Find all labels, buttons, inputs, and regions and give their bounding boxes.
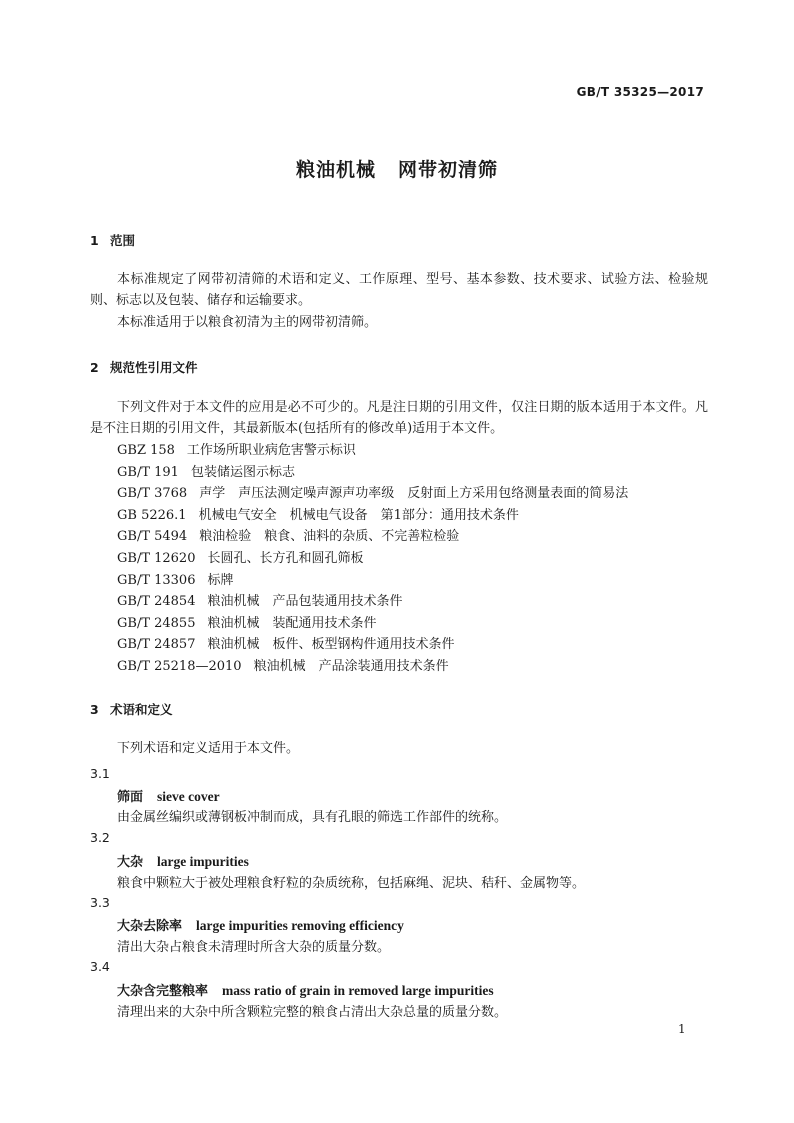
reference-item — [117, 613, 628, 635]
section-2-intro: 下列文件对于本文件的应用是必不可少的。凡是注日期的引用文件，仅注日期的版本适用于本文件。凡是不注日期的引用文件，其最新版本(包括所有的修改单)适用于本文件。 — [90, 400, 708, 436]
reference-title: 工作场所职业病危害警示标识 — [186, 443, 356, 458]
reference-title: 粮油机械 产品涂装通用技术条件 — [253, 658, 449, 674]
reference-title: 声学 声压法测定噪声源声功率级 反射面上方采用包络测量表面的简易法 — [199, 486, 629, 502]
reference-code: GB/T 24857 — [117, 637, 196, 653]
section-title: 规范性引用文件 — [110, 360, 198, 375]
reference-item — [117, 656, 628, 678]
section-title: 术语和定义 — [110, 702, 173, 717]
document-title — [0, 155, 794, 182]
reference-title: 机械电气安全 机械电气设备 第1部分：通用技术条件 — [198, 507, 519, 523]
reference-code: GB/T 24855 — [117, 615, 196, 631]
reference-code: GB 5226.1 — [117, 507, 187, 523]
reference-title: 长圆孔、长方孔和圆孔筛板 — [207, 550, 364, 566]
reference-title: 标牌 — [207, 572, 234, 588]
normative-references-list — [117, 440, 628, 678]
section-1-paragraph-1: 本标准规定了网带初清筛的术语和定义、工作原理、型号、基本参数、技术要求、试验方法、检验规则、标志以及包装、储存和运输要求。 — [90, 272, 708, 308]
section-3-intro: 下列术语和定义适用于本文件。 — [117, 741, 300, 756]
reference-code: GB/T 3768 — [117, 486, 188, 502]
term-definition: 清理出来的大杂中所含颗粒完整的粮食占清出大杂总量的质量分数。 — [117, 1005, 508, 1020]
term-number: 3.2 — [90, 830, 110, 845]
section-1-paragraph-2: 本标准适用于以粮食初清为主的网带初清筛。 — [117, 315, 378, 330]
reference-item — [117, 570, 628, 592]
reference-code: GB/T 25218—2010 — [117, 658, 242, 674]
reference-title: 粮油机械 装配通用技术条件 — [207, 615, 377, 631]
term-definition: 清出大杂占粮食未清理时所含大杂的质量分数。 — [117, 940, 391, 955]
term-definition: 粮食中颗粒大于被处理粮食籽粒的杂质统称，包括麻绳、泥块、秸秆、金属物等。 — [117, 876, 586, 891]
section-number: 2 — [90, 360, 99, 375]
term-definition: 由金属丝编织或薄钢板冲制而成，具有孔眼的筛选工作部件的统称。 — [117, 810, 508, 825]
term-title — [117, 786, 220, 805]
reference-code: GB/T 24854 — [117, 594, 196, 610]
reference-item — [117, 440, 628, 462]
section-3-heading — [90, 700, 173, 718]
term-title — [117, 851, 249, 870]
reference-title: 粮油机械 产品包装通用技术条件 — [207, 594, 403, 610]
reference-code: GB/T 5494 — [117, 529, 188, 545]
term-english: large impurities removing efficiency — [196, 918, 404, 933]
reference-code: GBZ 158 — [117, 443, 175, 458]
title-part-1: 粮油机械 — [295, 159, 376, 181]
term-english: mass ratio of grain in removed large impurities — [222, 983, 494, 998]
term-title — [117, 980, 494, 999]
standard-number: GB/T 35325—2017 — [576, 85, 704, 99]
section-title: 范围 — [110, 233, 136, 248]
reference-code: GB/T 12620 — [117, 550, 196, 566]
reference-item — [117, 634, 628, 656]
term-number: 3.3 — [90, 895, 110, 910]
reference-title: 包装储运图示标志 — [190, 464, 295, 480]
section-number: 3 — [90, 702, 99, 717]
section-1-heading — [90, 231, 135, 249]
reference-item — [117, 526, 628, 548]
reference-item — [117, 548, 628, 570]
reference-code: GB/T 13306 — [117, 572, 196, 588]
reference-title: 粮油检验 粮食、油料的杂质、不完善粒检验 — [199, 529, 460, 545]
title-part-2: 网带初清筛 — [398, 159, 499, 181]
page-number: 1 — [678, 1022, 686, 1036]
term-number: 3.1 — [90, 766, 110, 781]
reference-item — [117, 505, 628, 527]
term-english: large impurities — [157, 854, 249, 869]
section-2-heading — [90, 358, 198, 376]
term-chinese: 大杂含完整粮率 — [117, 984, 209, 999]
term-title — [117, 915, 404, 934]
reference-code: GB/T 191 — [117, 464, 179, 480]
reference-item — [117, 483, 628, 505]
term-english: sieve cover — [157, 789, 220, 804]
reference-item — [117, 462, 628, 484]
term-chinese: 筛面 — [117, 790, 144, 805]
section-number: 1 — [90, 233, 99, 248]
reference-item — [117, 591, 628, 613]
term-number: 3.4 — [90, 959, 110, 974]
reference-title: 粮油机械 板件、板型钢构件通用技术条件 — [207, 637, 455, 653]
term-chinese: 大杂去除率 — [117, 919, 183, 934]
term-chinese: 大杂 — [117, 855, 144, 870]
